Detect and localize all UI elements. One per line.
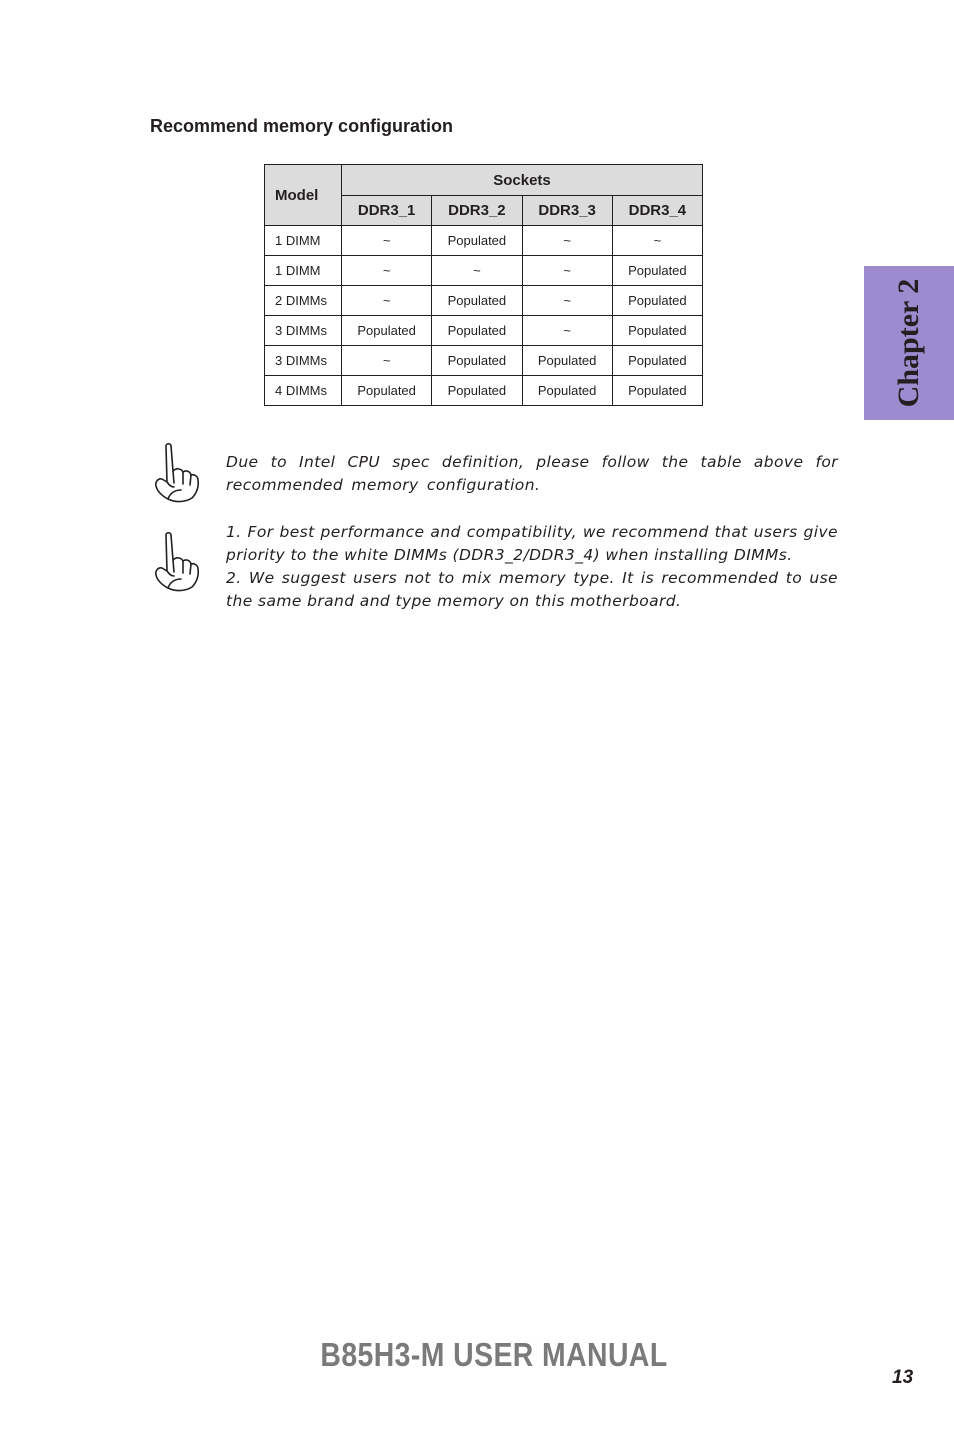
- table-row: [265, 226, 703, 256]
- socket-cell: ~: [522, 256, 612, 286]
- model-cell: 3 DIMMs: [265, 316, 342, 346]
- note-text: Due to Intel CPU spec definition, please follow the table above for recommended memory configuration.: [226, 453, 838, 494]
- socket-cell: Populated: [612, 256, 702, 286]
- socket-cell: ~: [612, 226, 702, 256]
- model-header: Model: [265, 165, 342, 226]
- note-text: 2. We suggest users not to mix memory type. It is recommended to use the same brand and type memory on this motherboard.: [226, 569, 838, 610]
- table-row: [265, 346, 703, 376]
- socket-cell: Populated: [432, 286, 522, 316]
- model-cell: 3 DIMMs: [265, 346, 342, 376]
- column-header: DDR3_2: [432, 196, 522, 226]
- model-cell: 1 DIMM: [265, 256, 342, 286]
- socket-cell: Populated: [342, 316, 432, 346]
- memory-config-table: [264, 164, 703, 406]
- sockets-header: Sockets: [342, 165, 703, 196]
- socket-cell: Populated: [432, 376, 522, 406]
- socket-cell: ~: [342, 346, 432, 376]
- note-text: 1. For best performance and compatibility, we recommend that users give priority to the white DIMMs (DDR3_2/DDR3_4) when installing DIMMs.: [226, 523, 838, 564]
- socket-cell: Populated: [342, 376, 432, 406]
- column-header: DDR3_1: [342, 196, 432, 226]
- socket-cell: ~: [522, 226, 612, 256]
- model-cell: 2 DIMMs: [265, 286, 342, 316]
- pointing-hand-icon: [152, 441, 208, 505]
- chapter-tab: [864, 266, 954, 420]
- socket-cell: Populated: [522, 346, 612, 376]
- table-row: [265, 376, 703, 406]
- socket-cell: ~: [342, 226, 432, 256]
- table-row: [265, 286, 703, 316]
- socket-cell: Populated: [612, 376, 702, 406]
- socket-cell: Populated: [522, 376, 612, 406]
- socket-cell: Populated: [612, 316, 702, 346]
- socket-cell: ~: [522, 316, 612, 346]
- model-cell: 1 DIMM: [265, 226, 342, 256]
- socket-cell: ~: [522, 286, 612, 316]
- section-title: Recommend memory configuration: [150, 116, 454, 136]
- socket-cell: Populated: [432, 226, 522, 256]
- socket-cell: ~: [342, 256, 432, 286]
- note-intel-spec: [226, 451, 838, 497]
- note-recommendations: [226, 521, 838, 613]
- socket-cell: Populated: [612, 346, 702, 376]
- model-cell: 4 DIMMs: [265, 376, 342, 406]
- socket-cell: ~: [432, 256, 522, 286]
- column-header: DDR3_4: [612, 196, 702, 226]
- chapter-label: Chapter 2: [892, 278, 925, 408]
- column-header: DDR3_3: [522, 196, 612, 226]
- socket-cell: Populated: [432, 346, 522, 376]
- page-number: 13: [892, 1367, 914, 1388]
- socket-cell: Populated: [432, 316, 522, 346]
- footer-manual-title: B85H3-M USER MANUAL: [320, 1336, 668, 1373]
- table-row: [265, 316, 703, 346]
- pointing-hand-icon: [152, 530, 208, 594]
- socket-cell: ~: [342, 286, 432, 316]
- socket-cell: Populated: [612, 286, 702, 316]
- table-row: [265, 256, 703, 286]
